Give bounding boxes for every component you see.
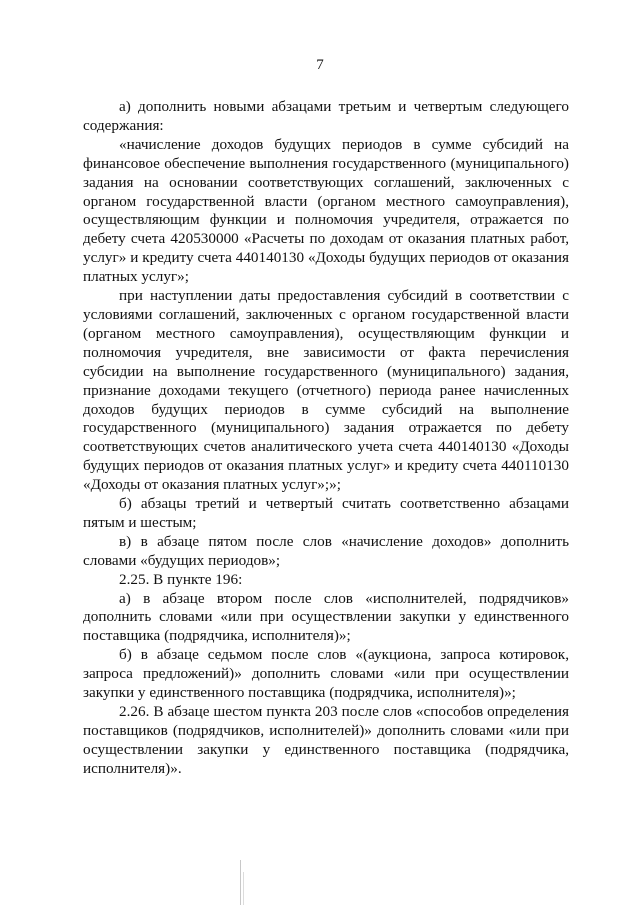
paragraph-2-25-a: а) в абзаце втором после слов «исполнителей, подрядчиков» дополнить словами «или при осуществлении закупки у единственного поставщика (подрядчика, исполнителя)»; [83,589,569,645]
paragraph-b-renumber: б) абзацы третий и четвертый считать соответственно абзацами пятым и шестым; [83,495,569,531]
document-body [83,98,569,779]
paragraph-subsidy-date-recognition: при наступлении даты предоставления субсидий в соответствии с условиями соглашений, заключенных с органом государственной власти (органом местного самоуправления), осуществляющим функции и полномочия учредителя, вне зависимости от факта перечисления субсидии на выполнение государственного (муниципального) задания, признание доходами текущего (отчетного) периода ранее начисленных доходов будущих периодов в сумме субсидий на выполнение государственного (муниципального) задания отражается по дебету соответствующих счетов аналитического учета счета 440140130 «Доходы будущих периодов от оказания платных услуг» и кредиту счета 440110130 «Доходы от оказания платных услуг»;»; [83,287,569,494]
paragraph-2-26: 2.26. В абзаце шестом пункта 203 после слов «способов определения поставщиков (подрядчиков, исполнителей)» дополнить словами «или при осуществлении закупки у единственного поставщика (подрядчика, исполнителя)». [83,703,569,777]
paragraph-2-25-b: б) в абзаце седьмом после слов «(аукциона, запроса котировок, запроса предложений)» дополнить словами «или при осуществлении закупки у единственного поставщика (подрядчика, исполнителя)»; [83,646,569,702]
scan-artifact-line [243,872,244,905]
scan-artifact-line [240,860,241,905]
paragraph-v-fifth-paragraph: в) в абзаце пятом после слов «начисление доходов» дополнить словами «будущих периодов»; [83,532,569,569]
paragraph-accrual-future-income: «начисление доходов будущих периодов в сумме субсидий на финансовое обеспечение выполнения государственного (муниципального) задания на основании соответствующих соглашений, заключенных с органом государственной власти (органом местного самоуправления), осуществляющим функции и полномочия учредителя, отражается по дебету счета 420530000 «Расчеты по доходам от оказания платных работ, услуг» и кредиту счета 440140130 «Доходы будущих периодов от оказания платных услуг»; [83,135,569,286]
paragraph-a-add-paragraphs: а) дополнить новыми абзацами третьим и четвертым следующего содержания: [83,98,569,134]
page-number: 7 [316,57,324,73]
paragraph-2-25-heading: 2.25. В пункте 196: [119,570,243,588]
